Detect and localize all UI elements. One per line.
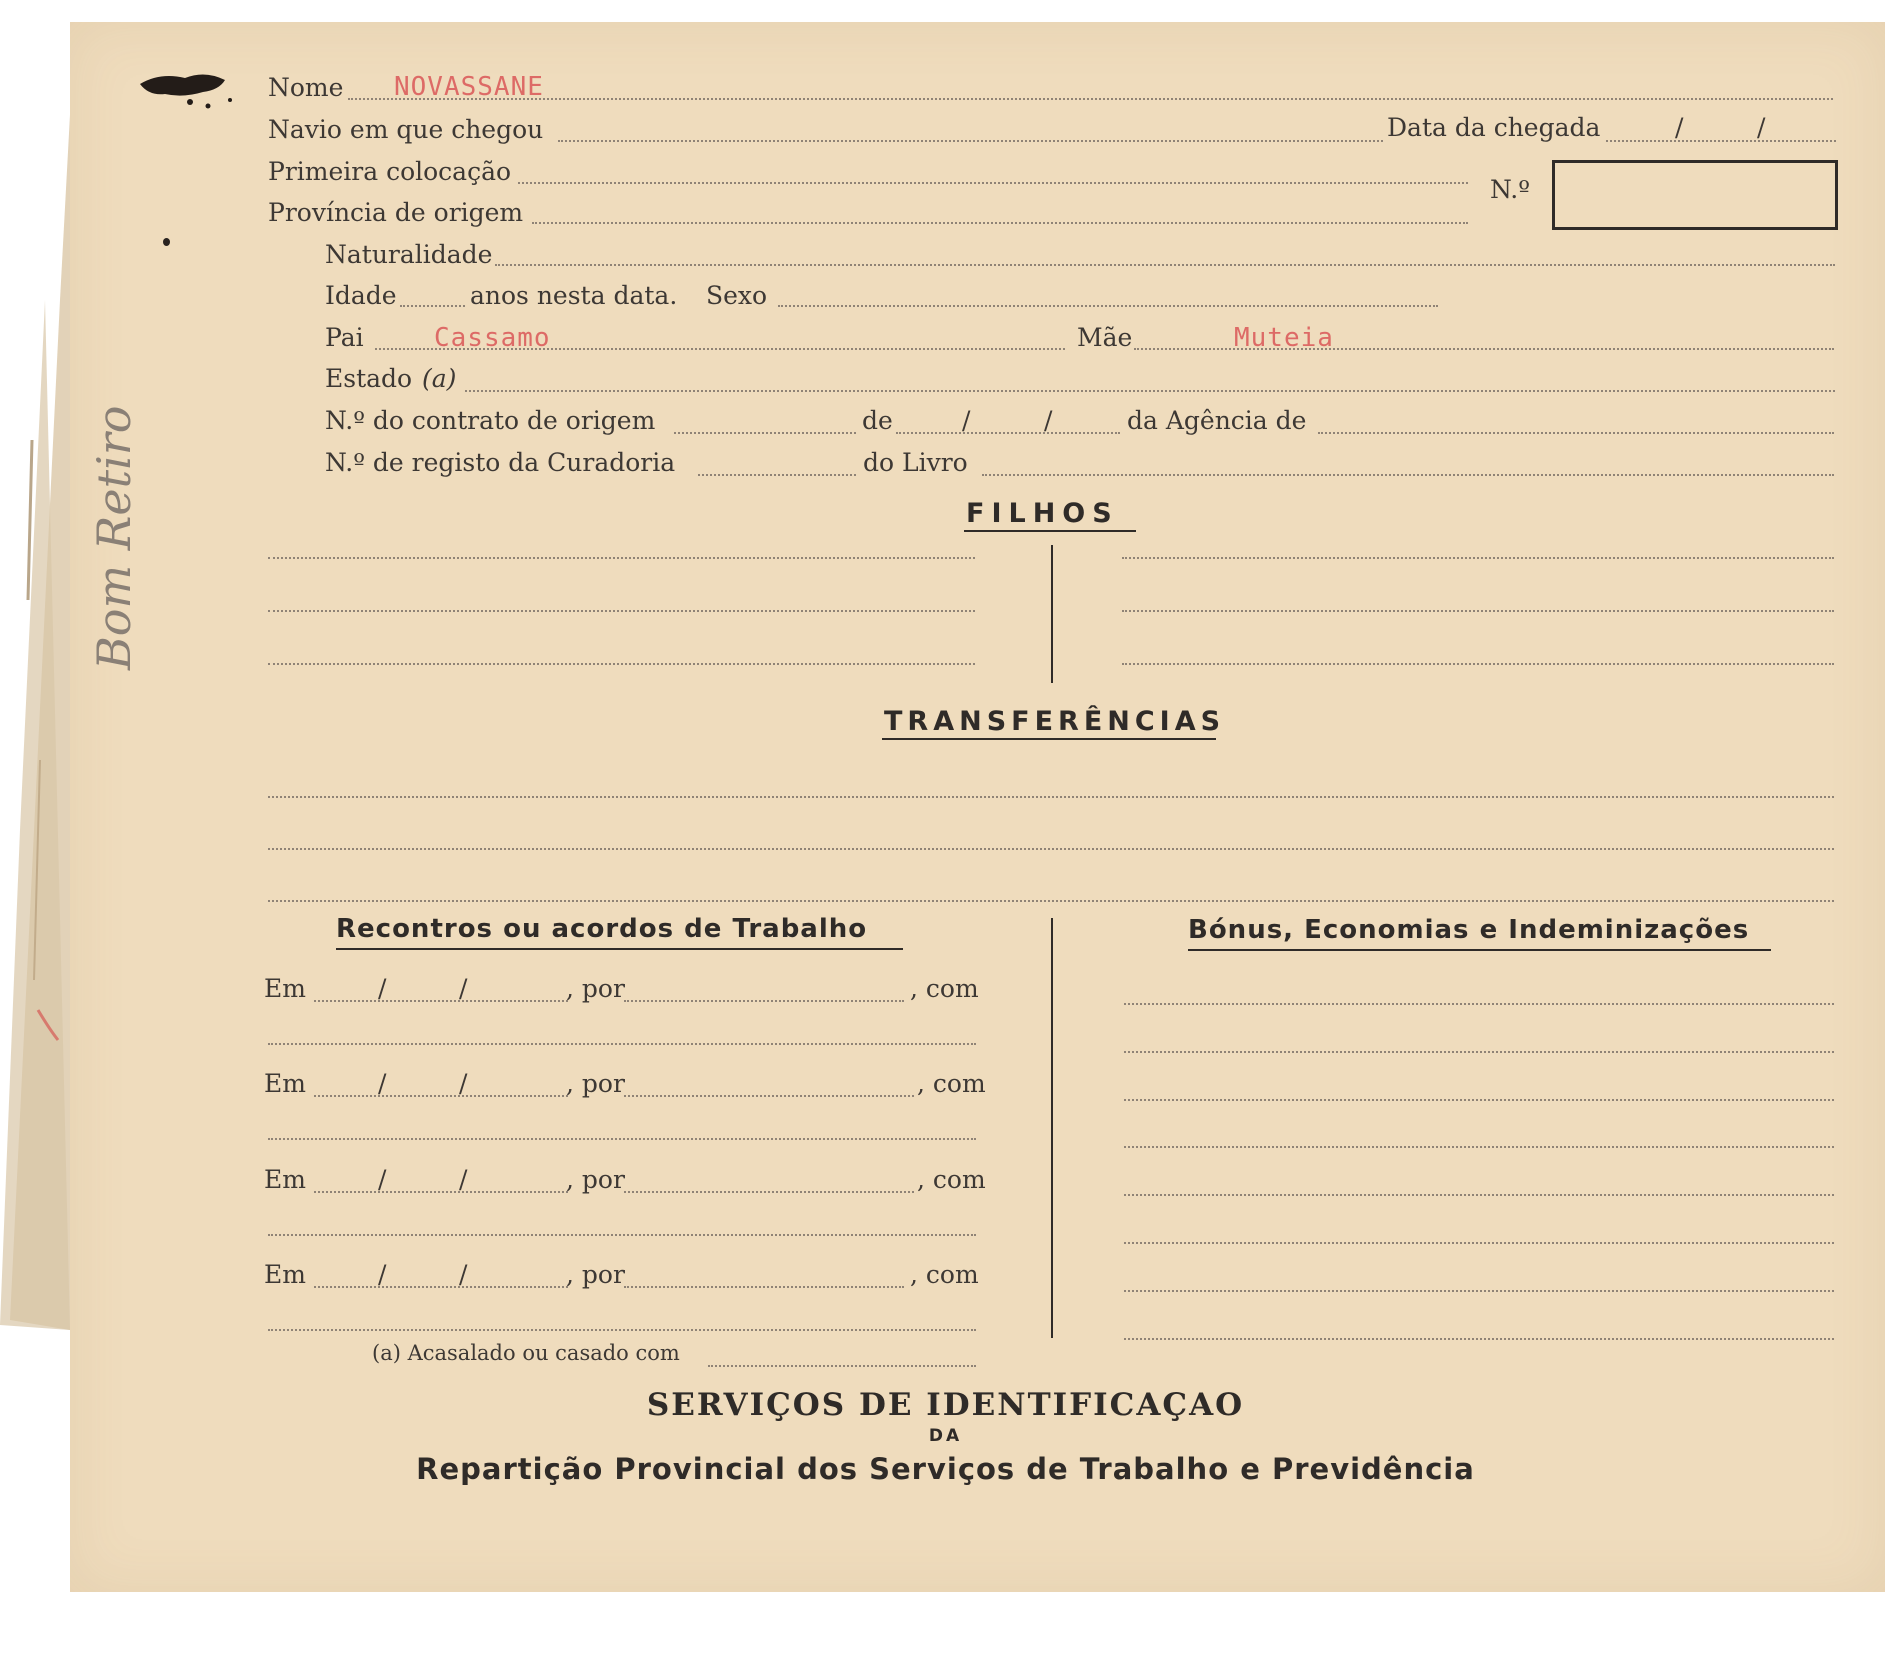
estado-label: Estado bbox=[325, 364, 413, 393]
footer-title: SERVIÇOS DE IDENTIFICAÇAO bbox=[646, 1387, 1245, 1423]
estado-line bbox=[465, 390, 1835, 392]
provincia-label: Província de origem bbox=[268, 198, 524, 227]
anos-label: anos nesta data. bbox=[470, 281, 678, 310]
em-label: Em bbox=[264, 1069, 306, 1098]
pai-label: Pai bbox=[325, 323, 364, 352]
em-label: Em bbox=[264, 974, 306, 1003]
por-line bbox=[624, 1000, 904, 1002]
contrato-line bbox=[674, 432, 856, 434]
sexo-line bbox=[778, 305, 1438, 307]
bonus-line bbox=[1124, 1338, 1834, 1340]
bonus-line bbox=[1124, 1051, 1834, 1053]
contract-line bbox=[268, 1329, 976, 1331]
data-chegada-line bbox=[1606, 140, 1836, 142]
date-slash: / bbox=[459, 1260, 468, 1289]
date-slash: / bbox=[378, 974, 387, 1003]
recontros-underline bbox=[336, 948, 903, 950]
filhos-line bbox=[1122, 610, 1834, 612]
por-line bbox=[624, 1191, 914, 1193]
naturalidade-line bbox=[495, 264, 1835, 266]
por-label: , por bbox=[566, 974, 625, 1003]
date-slash: / bbox=[1044, 406, 1053, 435]
bonus-line bbox=[1124, 1242, 1834, 1244]
filhos-line bbox=[1122, 557, 1834, 559]
footnote-line bbox=[708, 1365, 976, 1367]
date-slash: / bbox=[459, 974, 468, 1003]
filhos-line bbox=[1122, 663, 1834, 665]
navio-label: Navio em que chegou bbox=[268, 115, 544, 144]
filhos-line bbox=[268, 610, 975, 612]
em-date-line bbox=[314, 1000, 568, 1002]
ink-dot bbox=[163, 238, 170, 246]
ink-blot-mark bbox=[130, 62, 250, 122]
bonus-heading: Bónus, Economias e Indeminizações bbox=[1188, 915, 1750, 945]
bonus-underline bbox=[1188, 949, 1771, 951]
filhos-line bbox=[268, 663, 975, 665]
transferencias-underline bbox=[882, 738, 1216, 740]
footnote: (a) Acasalado ou casado com bbox=[372, 1341, 680, 1365]
date-slash: / bbox=[962, 406, 971, 435]
svg-text:Bom Retiro: Bom Retiro bbox=[87, 405, 141, 670]
registo-line bbox=[698, 474, 856, 476]
nome-value: NOVASSANE bbox=[394, 72, 544, 102]
agencia-label: da Agência de bbox=[1127, 406, 1307, 435]
contract-line bbox=[268, 1234, 976, 1236]
com-label: , com bbox=[917, 1165, 986, 1194]
com-label: , com bbox=[910, 1260, 979, 1289]
com-label: , com bbox=[910, 974, 979, 1003]
livro-label: do Livro bbox=[863, 448, 968, 477]
em-date-line bbox=[314, 1191, 568, 1193]
registo-label: N.º de registo da Curadoria bbox=[325, 448, 676, 477]
bonus-line bbox=[1124, 1003, 1834, 1005]
provincia-line bbox=[532, 222, 1468, 224]
contract-line bbox=[268, 1138, 976, 1140]
filhos-underline bbox=[964, 530, 1136, 532]
por-label: , por bbox=[566, 1260, 625, 1289]
navio-line bbox=[558, 140, 1383, 142]
date-slash: / bbox=[378, 1260, 387, 1289]
date-slash: / bbox=[1675, 113, 1684, 142]
transferencias-line bbox=[268, 848, 1834, 850]
margin-handwriting bbox=[70, 330, 160, 690]
primeira-colocacao-label: Primeira colocação bbox=[268, 157, 512, 186]
bonus-line bbox=[1124, 1194, 1834, 1196]
contrato-label: N.º do contrato de origem bbox=[325, 406, 656, 435]
bonus-line bbox=[1124, 1146, 1834, 1148]
naturalidade-label: Naturalidade bbox=[325, 240, 493, 269]
em-date-line bbox=[314, 1095, 568, 1097]
de-label: de bbox=[862, 406, 893, 435]
bonus-line bbox=[1124, 1290, 1834, 1292]
nome-line bbox=[348, 98, 1833, 100]
nome-label: Nome bbox=[268, 73, 344, 102]
bonus-line bbox=[1124, 1099, 1834, 1101]
footer-da: DA bbox=[928, 1426, 963, 1446]
por-line bbox=[624, 1095, 914, 1097]
idade-line bbox=[400, 305, 465, 307]
agencia-line bbox=[1318, 432, 1834, 434]
mae-value: Muteia bbox=[1234, 323, 1334, 353]
footer-subtitle: Repartição Provincial dos Serviços de Trabalho e Previdência bbox=[416, 1452, 1475, 1486]
transferencias-heading: TRANSFERÊNCIAS bbox=[884, 706, 1226, 737]
contract-line bbox=[268, 1043, 976, 1045]
por-label: , por bbox=[566, 1165, 625, 1194]
data-chegada-label: Data da chegada bbox=[1387, 113, 1601, 142]
date-slash: / bbox=[378, 1069, 387, 1098]
filhos-line bbox=[268, 557, 975, 559]
filhos-heading: FILHOS bbox=[966, 498, 1119, 529]
em-label: Em bbox=[264, 1165, 306, 1194]
primeira-colocacao-line bbox=[518, 182, 1468, 184]
transferencias-line bbox=[268, 900, 1834, 902]
numero-box[interactable] bbox=[1552, 160, 1838, 230]
em-label: Em bbox=[264, 1260, 306, 1289]
date-slash: / bbox=[459, 1165, 468, 1194]
sexo-label: Sexo bbox=[706, 281, 768, 310]
por-label: , por bbox=[566, 1069, 625, 1098]
em-date-line bbox=[314, 1286, 568, 1288]
livro-line bbox=[982, 474, 1834, 476]
idade-label: Idade bbox=[325, 281, 397, 310]
section-divider bbox=[1051, 918, 1053, 1338]
date-slash: / bbox=[459, 1069, 468, 1098]
mae-label: Mãe bbox=[1077, 323, 1133, 352]
filhos-divider bbox=[1051, 545, 1053, 683]
por-line bbox=[624, 1286, 904, 1288]
numero-label: N.º bbox=[1490, 175, 1530, 204]
recontros-heading: Recontros ou acordos de Trabalho bbox=[336, 914, 868, 944]
pai-value: Cassamo bbox=[434, 323, 551, 353]
com-label: , com bbox=[917, 1069, 986, 1098]
contrato-date-line bbox=[896, 432, 1120, 434]
transferencias-line bbox=[268, 796, 1834, 798]
date-slash: / bbox=[1757, 113, 1766, 142]
date-slash: / bbox=[378, 1165, 387, 1194]
estado-note-mark: (a) bbox=[422, 364, 457, 393]
